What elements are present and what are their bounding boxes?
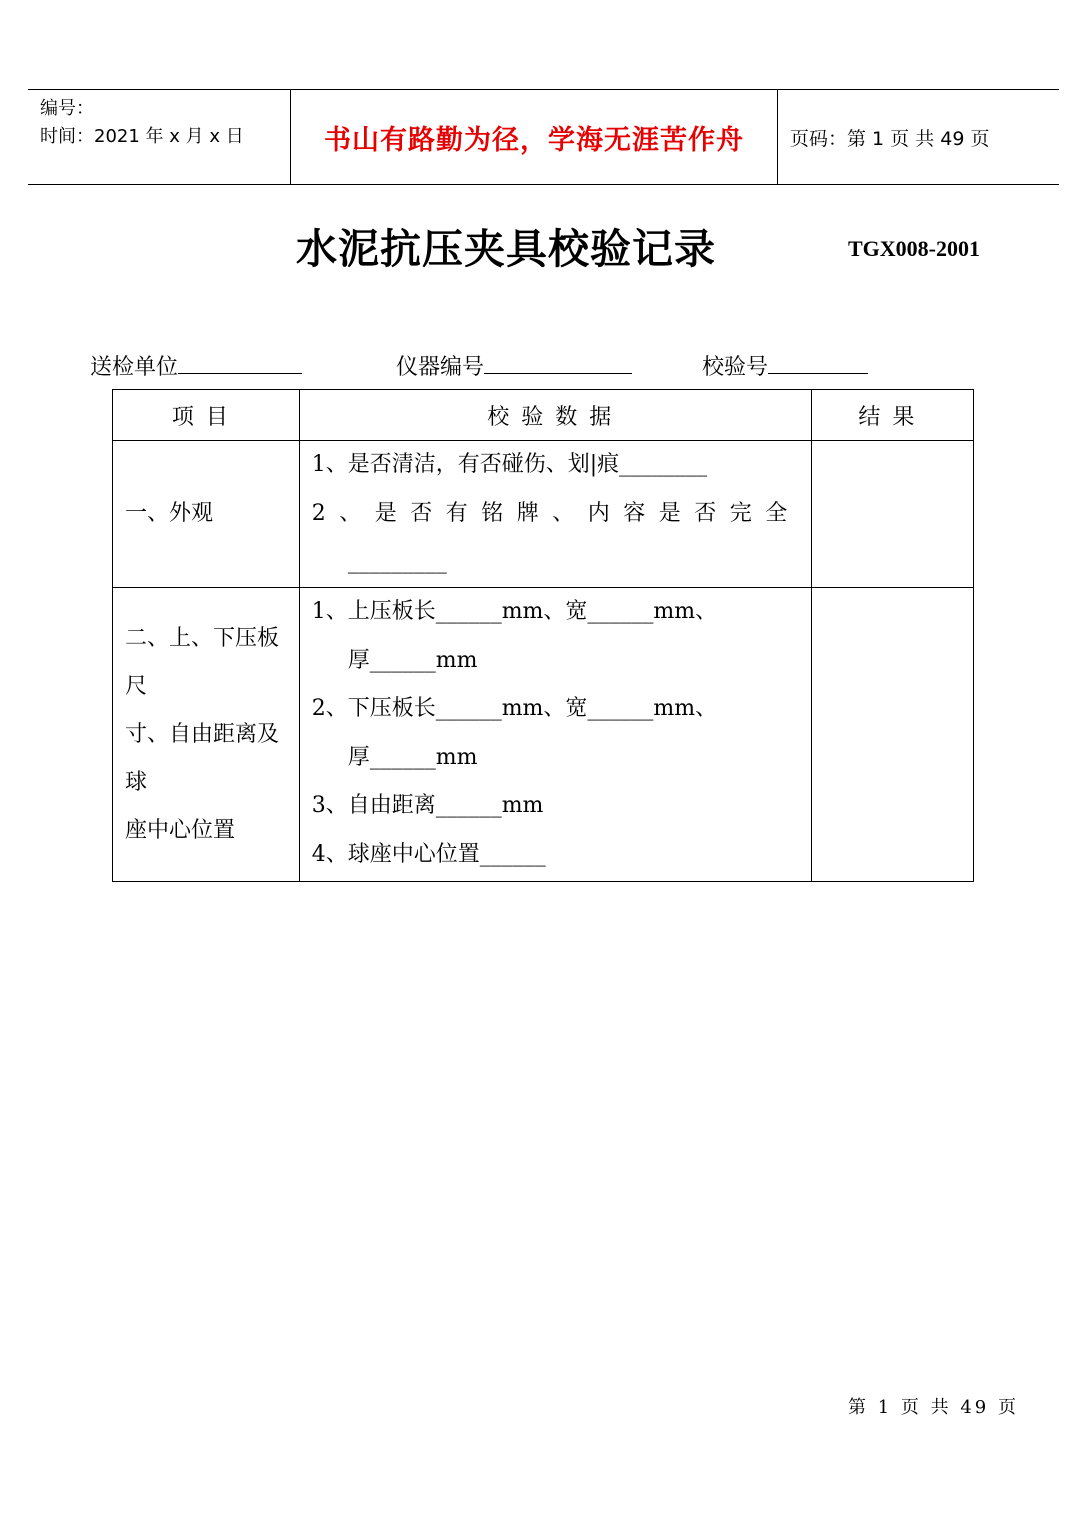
row2-item-line1: 二、上、下压板尺 [125,625,280,699]
check-no-label: 校验号 [702,355,769,380]
document-code: TGX008-2001 [848,236,980,261]
check-no-field [702,350,868,381]
row2-line1: 1、上压板长______mm、宽______mm、 [311,599,718,624]
header-motto-cell [291,90,778,184]
motto-text: 书山有路勤为径，学海无涯苦作舟 [324,124,744,156]
check-no-blank[interactable] [768,351,868,374]
row1-item: 一、外观 [113,441,300,588]
unit-field [90,350,302,381]
table-row [113,441,974,588]
row1-line3: _________ [347,549,447,574]
page-footer: 第 1 页 共 49 页 [848,1397,1019,1418]
header-meta [28,90,291,184]
number-label: 编号： [40,98,94,119]
row1-line1: 1、是否清洁，有否碰伤、划|痕________ [311,452,708,477]
header-result: 结果 [811,390,973,441]
row2-line6: 4、球座中心位置______ [311,841,546,867]
table-row [113,588,974,882]
header-item: 项目 [113,390,300,441]
unit-label: 送检单位 [90,355,179,380]
time-label: 时间：2021 年 x 月 x 日 [40,126,244,147]
instrument-field [396,350,632,381]
row2-data [299,588,811,882]
header-data: 校验数据 [299,390,811,441]
row2-line3: 2、下压板长______mm、宽______mm、 [311,696,718,721]
row1-line2: 2、是否有铭牌、内容是否完全 [311,500,801,526]
table-header-row [113,390,974,441]
row2-item-line3: 座中心位置 [125,817,236,843]
record-table [112,389,974,882]
row1-result[interactable] [811,441,973,588]
row2-item-line2: 寸、自由距离及球 [125,721,280,795]
header-page-cell [778,90,1059,184]
row2-line5: 3、自由距离______mm [311,793,544,818]
row2-line2: 厚______mm [347,647,478,673]
page-label: 页码：第 1 页 共 49 页 [790,127,990,150]
row2-result[interactable] [811,588,973,882]
unit-blank[interactable] [178,351,302,374]
instrument-label: 仪器编号 [396,355,485,380]
row1-data [299,441,811,588]
instrument-blank[interactable] [484,351,632,374]
document-title: 水泥抗压夹具校验记录 [296,225,716,273]
row2-item [113,588,300,882]
row2-line4: 厚______mm [347,744,478,770]
document-header [28,89,1059,185]
